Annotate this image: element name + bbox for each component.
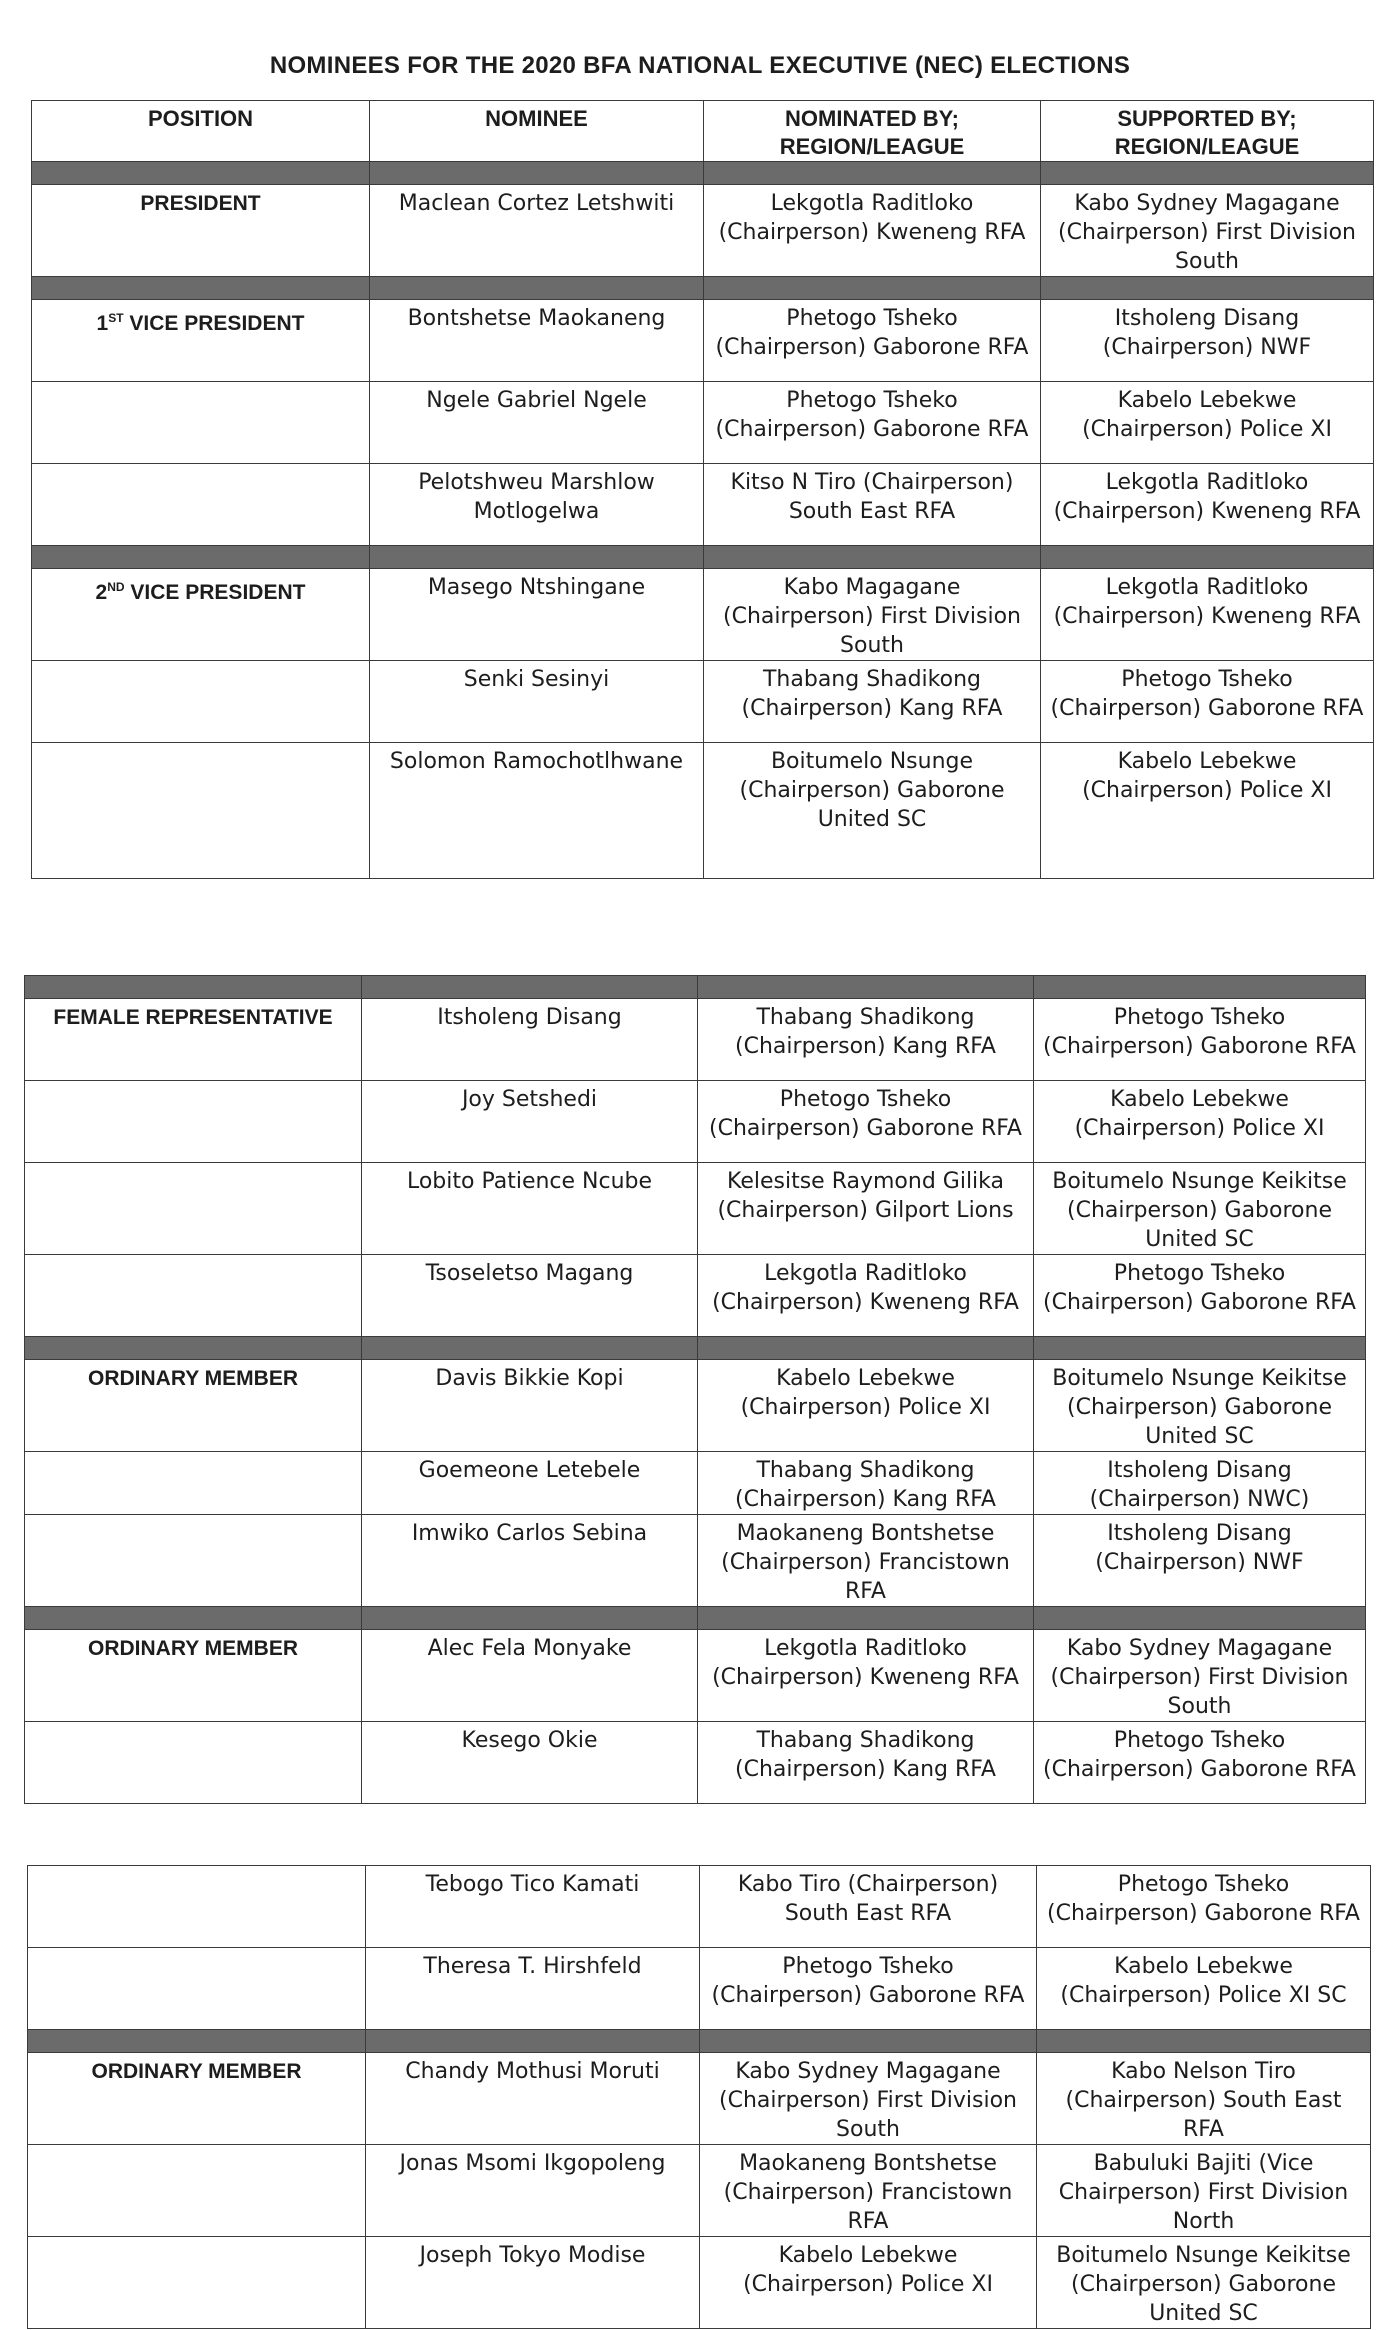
table-row: [32, 569, 1374, 661]
position-cell: [32, 743, 370, 879]
nominated-by-cell: Kabo Magagane (Chairperson) First Division South: [704, 569, 1041, 661]
supported-by-cell: Kabo Sydney Magagane (Chairperson) First Division South: [1034, 1630, 1366, 1722]
position-cell: [32, 300, 370, 382]
position-cell: [25, 1722, 362, 1804]
nominee-cell: Lobito Patience Ncube: [362, 1163, 698, 1255]
position-ordinal-suffix: ND: [107, 580, 125, 594]
supported-by-cell: Kabo Nelson Tiro (Chairperson) South East RFA: [1037, 2053, 1371, 2145]
position-cell: [28, 1948, 366, 2030]
section-divider: [25, 1607, 1366, 1630]
supported-by-cell: Lekgotla Raditloko (Chairperson) Kweneng RFA: [1041, 464, 1374, 546]
nominee-cell: Kesego Okie: [362, 1722, 698, 1804]
nominated-by-cell: Kabo Tiro (Chairperson) South East RFA: [700, 1866, 1037, 1948]
nominee-cell: Tebogo Tico Kamati: [366, 1866, 700, 1948]
nominee-cell: Masego Ntshingane: [370, 569, 704, 661]
table-row: [25, 1163, 1366, 1255]
table-row: [25, 999, 1366, 1081]
position-cell: [25, 1081, 362, 1163]
section-divider: [25, 976, 1366, 999]
position-cell: [25, 1255, 362, 1337]
supported-by-cell: Phetogo Tsheko (Chairperson) Gaborone RFA: [1034, 1255, 1366, 1337]
section-divider: [32, 162, 1374, 185]
nominated-by-cell: Thabang Shadikong (Chairperson) Kang RFA: [698, 1722, 1034, 1804]
nominated-by-cell: Lekgotla Raditloko (Chairperson) Kweneng RFA: [704, 185, 1041, 277]
nominated-by-cell: Phetogo Tsheko (Chairperson) Gaborone RFA: [698, 1081, 1034, 1163]
table-row: [25, 1081, 1366, 1163]
position-cell: [32, 661, 370, 743]
supported-by-cell: Boitumelo Nsunge Keikitse (Chairperson) Gaborone United SC: [1034, 1360, 1366, 1452]
section-divider: [25, 1337, 1366, 1360]
table-row: [25, 1630, 1366, 1722]
table-row: [32, 300, 1374, 382]
position-ordinal: 2: [95, 581, 108, 604]
table-row: [28, 1948, 1371, 2030]
nominee-cell: Tsoseletso Magang: [362, 1255, 698, 1337]
table-row: [28, 2237, 1371, 2329]
nominated-by-cell: Lekgotla Raditloko (Chairperson) Kweneng RFA: [698, 1255, 1034, 1337]
header-supported-by: SUPPORTED BY; REGION/LEAGUE: [1041, 101, 1374, 162]
table-row: [28, 1866, 1371, 1948]
section-divider: [28, 2030, 1371, 2053]
position-label: VICE PRESIDENT: [130, 581, 306, 604]
nominee-cell: Theresa T. Hirshfeld: [366, 1948, 700, 2030]
supported-by-cell: Babuluki Bajiti (Vice Chairperson) First Division North: [1037, 2145, 1371, 2237]
nominee-cell: Goemeone Letebele: [362, 1452, 698, 1515]
table-row: [28, 2145, 1371, 2237]
nominees-table-part-2: [24, 975, 1366, 1804]
nominee-cell: Senki Sesinyi: [370, 661, 704, 743]
table-row: [32, 185, 1374, 277]
nominated-by-cell: Phetogo Tsheko (Chairperson) Gaborone RFA: [704, 382, 1041, 464]
nominated-by-cell: Lekgotla Raditloko (Chairperson) Kweneng RFA: [698, 1630, 1034, 1722]
nominee-cell: Pelotshweu Marshlow Motlogelwa: [370, 464, 704, 546]
table-row: [25, 1360, 1366, 1452]
nominee-cell: Jonas Msomi Ikgopoleng: [366, 2145, 700, 2237]
table-row: [32, 382, 1374, 464]
table-row: [25, 1452, 1366, 1515]
nominated-by-cell: Kabelo Lebekwe (Chairperson) Police XI: [700, 2237, 1037, 2329]
position-cell: [25, 1163, 362, 1255]
position-cell: PRESIDENT: [32, 185, 370, 277]
supported-by-cell: Phetogo Tsheko (Chairperson) Gaborone RFA: [1041, 661, 1374, 743]
nominees-table-part-1: [31, 100, 1374, 879]
position-cell: ORDINARY MEMBER: [28, 2053, 366, 2145]
position-cell: [28, 2145, 366, 2237]
supported-by-cell: Kabelo Lebekwe (Chairperson) Police XI: [1041, 382, 1374, 464]
nominated-by-cell: Kabo Sydney Magagane (Chairperson) First Division South: [700, 2053, 1037, 2145]
supported-by-cell: Boitumelo Nsunge Keikitse (Chairperson) Gaborone United SC: [1037, 2237, 1371, 2329]
table-row: [32, 661, 1374, 743]
nominee-cell: Maclean Cortez Letshwiti: [370, 185, 704, 277]
nominated-by-cell: Thabang Shadikong (Chairperson) Kang RFA: [698, 999, 1034, 1081]
nominee-cell: Imwiko Carlos Sebina: [362, 1515, 698, 1607]
nominee-cell: Joy Setshedi: [362, 1081, 698, 1163]
supported-by-cell: Lekgotla Raditloko (Chairperson) Kweneng RFA: [1041, 569, 1374, 661]
nominated-by-cell: Boitumelo Nsunge (Chairperson) Gaborone United SC: [704, 743, 1041, 879]
nominated-by-cell: Thabang Shadikong (Chairperson) Kang RFA: [704, 661, 1041, 743]
nominee-cell: Bontshetse Maokaneng: [370, 300, 704, 382]
table-row: [28, 2053, 1371, 2145]
position-cell: ORDINARY MEMBER: [25, 1630, 362, 1722]
supported-by-cell: Kabelo Lebekwe (Chairperson) Police XI SC: [1037, 1948, 1371, 2030]
section-divider: [32, 546, 1374, 569]
document-title: NOMINEES FOR THE 2020 BFA NATIONAL EXECUTIVE (NEC) ELECTIONS: [269, 52, 1131, 79]
supported-by-cell: Kabo Sydney Magagane (Chairperson) First Division South: [1041, 185, 1374, 277]
position-cell: [25, 1515, 362, 1607]
position-cell: FEMALE REPRESENTATIVE: [25, 999, 362, 1081]
supported-by-cell: Kabelo Lebekwe (Chairperson) Police XI: [1041, 743, 1374, 879]
nominated-by-cell: Kitso N Tiro (Chairperson) South East RFA: [704, 464, 1041, 546]
position-cell: ORDINARY MEMBER: [25, 1360, 362, 1452]
position-cell: [28, 1866, 366, 1948]
nominated-by-cell: Maokaneng Bontshetse (Chairperson) Francistown RFA: [698, 1515, 1034, 1607]
nominated-by-cell: Phetogo Tsheko (Chairperson) Gaborone RFA: [700, 1948, 1037, 2030]
supported-by-cell: Boitumelo Nsunge Keikitse (Chairperson) Gaborone United SC: [1034, 1163, 1366, 1255]
nominee-cell: Itsholeng Disang: [362, 999, 698, 1081]
supported-by-cell: Phetogo Tsheko (Chairperson) Gaborone RFA: [1034, 999, 1366, 1081]
supported-by-cell: Phetogo Tsheko (Chairperson) Gaborone RFA: [1034, 1722, 1366, 1804]
nominee-cell: Chandy Mothusi Moruti: [366, 2053, 700, 2145]
table-row: [25, 1515, 1366, 1607]
nominee-cell: Joseph Tokyo Modise: [366, 2237, 700, 2329]
nominee-cell: Ngele Gabriel Ngele: [370, 382, 704, 464]
nominees-table-part-3: [27, 1865, 1371, 2329]
nominated-by-cell: Kabelo Lebekwe (Chairperson) Police XI: [698, 1360, 1034, 1452]
table-row: [25, 1255, 1366, 1337]
nominee-cell: Solomon Ramochotlhwane: [370, 743, 704, 879]
nominated-by-cell: Phetogo Tsheko (Chairperson) Gaborone RFA: [704, 300, 1041, 382]
supported-by-cell: Phetogo Tsheko (Chairperson) Gaborone RFA: [1037, 1866, 1371, 1948]
header-position: POSITION: [32, 101, 370, 162]
position-cell: [28, 2237, 366, 2329]
supported-by-cell: Kabelo Lebekwe (Chairperson) Police XI: [1034, 1081, 1366, 1163]
nominated-by-cell: Thabang Shadikong (Chairperson) Kang RFA: [698, 1452, 1034, 1515]
nominated-by-cell: Kelesitse Raymond Gilika (Chairperson) Gilport Lions: [698, 1163, 1034, 1255]
nominee-cell: Alec Fela Monyake: [362, 1630, 698, 1722]
header-row: [32, 101, 1374, 162]
section-divider: [32, 277, 1374, 300]
position-cell: [32, 569, 370, 661]
supported-by-cell: Itsholeng Disang (Chairperson) NWF: [1034, 1515, 1366, 1607]
header-nominated-by: NOMINATED BY; REGION/LEAGUE: [704, 101, 1041, 162]
nominee-cell: Davis Bikkie Kopi: [362, 1360, 698, 1452]
table-row: [32, 743, 1374, 879]
table-row: [32, 464, 1374, 546]
supported-by-cell: Itsholeng Disang (Chairperson) NWF: [1041, 300, 1374, 382]
position-cell: [32, 464, 370, 546]
position-cell: [32, 382, 370, 464]
position-cell: [25, 1452, 362, 1515]
nominated-by-cell: Maokaneng Bontshetse (Chairperson) Francistown RFA: [700, 2145, 1037, 2237]
position-label: VICE PRESIDENT: [129, 312, 305, 335]
position-ordinal: 1: [96, 312, 109, 335]
header-nominee: NOMINEE: [370, 101, 704, 162]
table-row: [25, 1722, 1366, 1804]
supported-by-cell: Itsholeng Disang (Chairperson) NWC): [1034, 1452, 1366, 1515]
position-ordinal-suffix: ST: [108, 311, 124, 325]
